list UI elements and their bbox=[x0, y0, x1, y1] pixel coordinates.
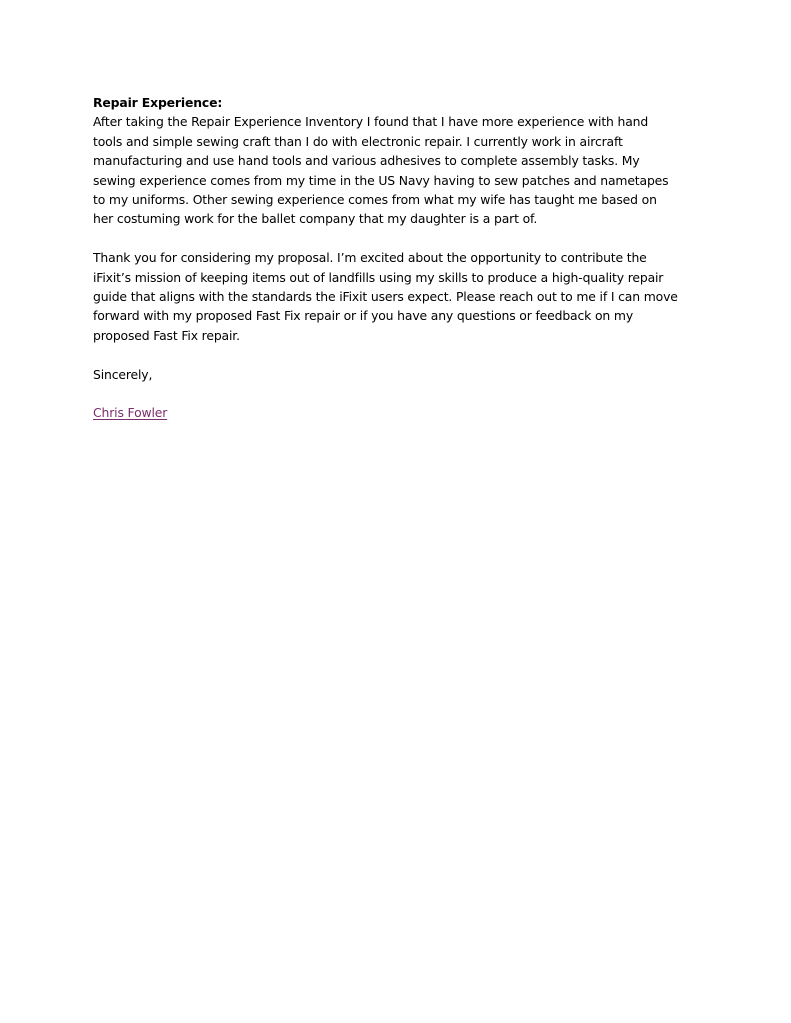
closing-line: guide that aligns with the standards the iFixit users expect. Please reach out to me if I can move bbox=[93, 289, 678, 305]
valediction: Sincerely, bbox=[93, 366, 153, 382]
paragraph-spacer bbox=[93, 345, 705, 364]
closing-line: iFixit’s mission of keeping items out of landfills using my skills to produce a high-quality repair bbox=[93, 269, 664, 285]
closing-paragraph bbox=[93, 248, 705, 345]
closing-line: forward with my proposed Fast Fix repair or if you have any questions or feedback on my bbox=[93, 308, 634, 324]
experience-line: After taking the Repair Experience Inventory I found that I have more experience with hand bbox=[93, 114, 649, 130]
signature-link[interactable]: Chris Fowler bbox=[93, 405, 168, 421]
experience-line: to my uniforms. Other sewing experience comes from what my wife has taught me based on bbox=[93, 192, 657, 208]
letter-body bbox=[93, 93, 705, 423]
experience-line: sewing experience comes from my time in the US Navy having to sew patches and nametapes bbox=[93, 172, 669, 188]
section-heading: Repair Experience: bbox=[93, 95, 223, 110]
closing-line: proposed Fast Fix repair. bbox=[93, 327, 240, 343]
paragraph-spacer bbox=[93, 384, 705, 403]
paragraph-spacer bbox=[93, 229, 705, 248]
experience-line: her costuming work for the ballet company that my daughter is a part of. bbox=[93, 211, 538, 227]
closing-line: Thank you for considering my proposal. I’m excited about the opportunity to contribute the bbox=[93, 250, 647, 266]
experience-line: manufacturing and use hand tools and various adhesives to complete assembly tasks. My bbox=[93, 153, 640, 169]
experience-paragraph bbox=[93, 112, 705, 228]
experience-line: tools and simple sewing craft than I do with electronic repair. I currently work in aircraft bbox=[93, 133, 623, 149]
